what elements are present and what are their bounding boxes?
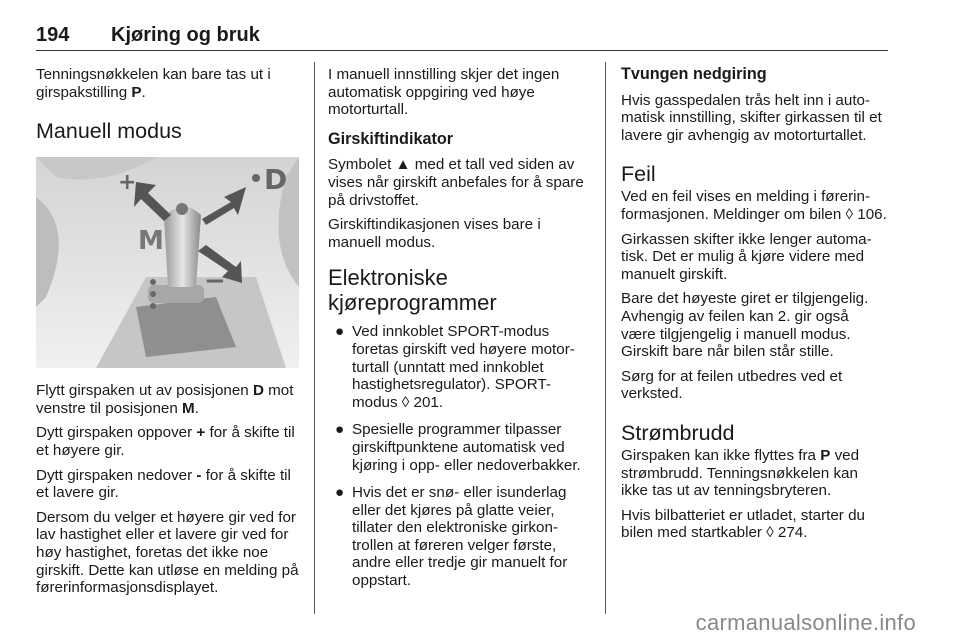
chapter-title: Kjøring og bruk — [111, 24, 260, 46]
column-divider-2 — [605, 62, 606, 614]
paragraph-workshop: Sørg for at feilen utbedres ved et verksted. — [621, 367, 843, 403]
heading-forced-downshift: Tvungen nedgiring — [621, 65, 767, 83]
watermark-text: carmanualsonline.info — [695, 610, 916, 635]
paragraph-indicator-manual: Girskiftindikasjonen vises bare i manuell modus. — [328, 216, 541, 251]
minus-label: − — [204, 266, 226, 297]
m-label: M — [138, 226, 164, 257]
plus-label: + — [118, 170, 137, 196]
paragraph-jump-start: Hvis bilbatteriet er utladet, starter du bilen med startkabler ◊ 274. — [621, 506, 865, 542]
gear-lever-illustration — [36, 157, 299, 368]
bullet-snow-ice: ● Hvis det er snø- eller isunderlag eller det kjøres på glatte veier, tillater den elektroniske girkontrollen at føreren velger første, andre eller tredje gir manuelt for oppstart. — [335, 484, 568, 590]
bullet-sport-mode: ● Ved innkoblet SPORT-modus foretas girskift ved høyere motorturtall (unntatt med innkoblet hastighetsregulator). SPORT-modus ◊ 201. — [335, 323, 575, 411]
paragraph-downshift: Dytt girspaken nedover - for å skifte til et lavere gir. — [36, 466, 291, 502]
column-divider-1 — [314, 62, 315, 614]
paragraph-manual-no-upshift: I manuell innstilling skjer det ingen automatisk oppgiring ved høye motorturtall. — [328, 66, 560, 119]
column-3 — [621, 66, 887, 549]
column-1 — [36, 66, 302, 604]
paragraph-no-auto-shift: Girkassen skifter ikke lenger automatisk. Det er mulig å kjøre videre med manuelt girskift. — [621, 230, 872, 283]
intro-paragraph: Tenningsnøkkelen kan bare tas ut i girspakstilling P. — [36, 66, 271, 101]
paragraph-fault-message: Ved en feil vises en melding i førerinformasjonen. Meldinger om bilen ◊ 106. — [621, 188, 887, 223]
page-header — [36, 24, 888, 50]
paragraph-symbol: Symbolet ▲ med et tall ved siden av vises når girskift anbefales for å spare på drivstoffet. — [328, 156, 584, 209]
bullet-special-programs: ● Spesielle programmer tilpasser girskiftpunktene automatisk ved kjøring i opp- eller nedoverbakker. — [335, 421, 581, 474]
heading-fault: Feil — [621, 162, 656, 187]
d-label: D — [264, 163, 288, 197]
heading-power-failure: Strømbrudd — [621, 420, 735, 445]
paragraph-upshift: Dytt girspaken oppover + for å skifte til et høyere gir. — [36, 424, 295, 459]
paragraph-move-lever: Flytt girspaken ut av posisjonen D mot venstre til posisjonen M. — [36, 382, 294, 417]
paragraph-highest-gear: Bare det høyeste giret er tilgjengelig. Avhengig av feilen kan 2. gir også være tilgjengelig i manuell modus. Girskift bare når bilen står stille. — [621, 290, 869, 361]
heading-manual-mode: Manuell modus — [36, 119, 182, 144]
heading-electronic-programs: Elektroniske kjøreprogrammer — [328, 265, 497, 316]
header-rule — [36, 50, 888, 51]
paragraph-forced-downshift: Hvis gasspedalen trås helt inn i automatisk innstilling, skifter girkassen til et lavere gir avhengig av motorturtallet. — [621, 91, 882, 144]
column-2 — [328, 66, 594, 600]
paragraph-no-shift: Dersom du velger et høyere gir ved for lav hastighet eller et lavere gir ved for høy hastighet, foretas det ikke noe girskift. Dette kan utløse en melding på førerinformasjonsdisplayet. — [36, 508, 299, 597]
paragraph-power-failure: Girspaken kan ikke flyttes fra P ved strømbrudd. Tenningsnøkkelen kan ikke tas ut av tenningsbryteren. — [621, 446, 860, 500]
page-number: 194 — [36, 24, 70, 46]
heading-gear-indicator: Girskiftindikator — [328, 129, 454, 148]
